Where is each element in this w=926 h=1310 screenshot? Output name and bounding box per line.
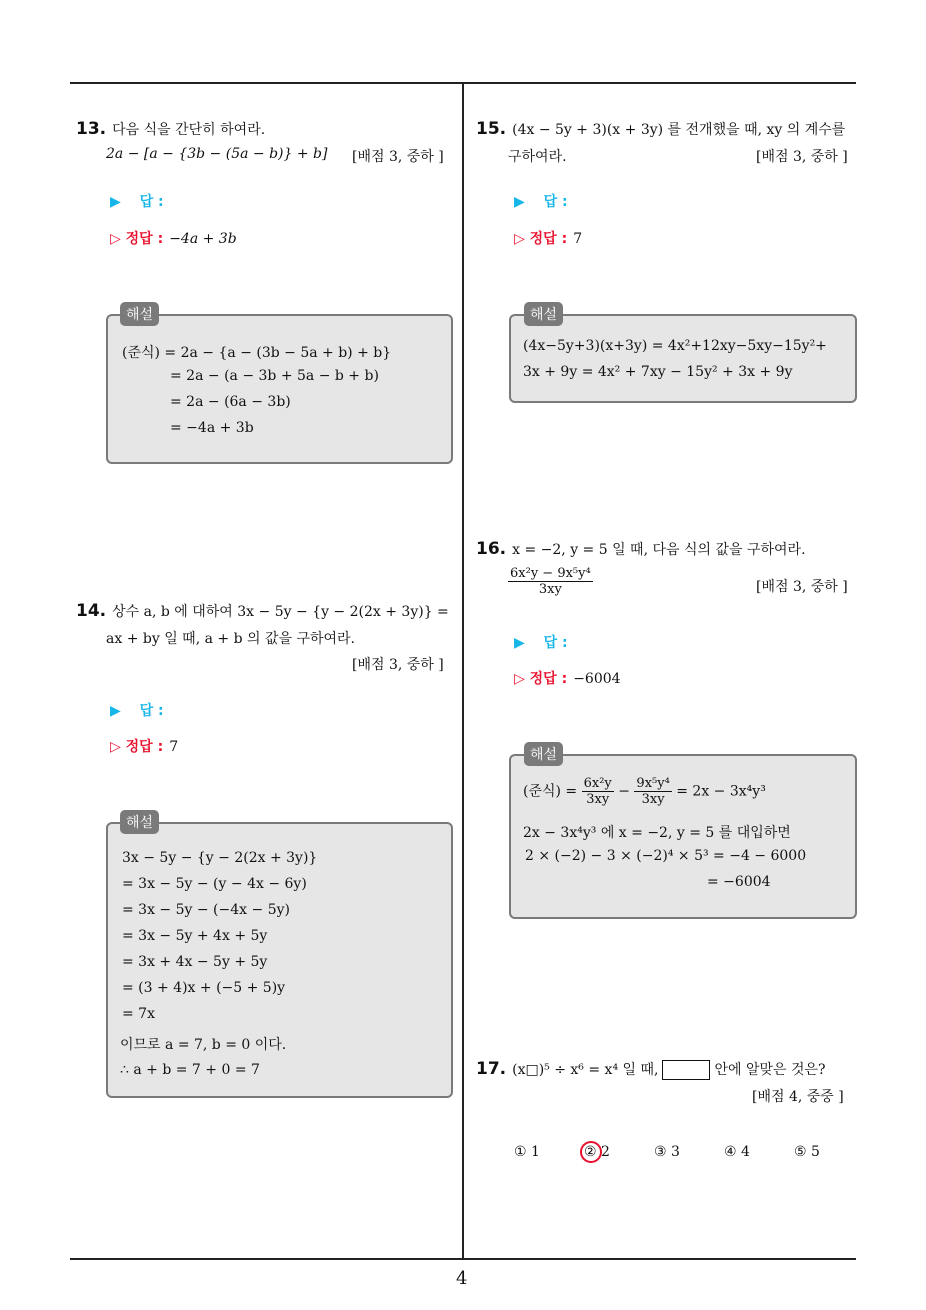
choice-4[interactable]: ④ 4 <box>724 1144 750 1160</box>
question-number: 13. <box>76 119 107 139</box>
answer-row <box>110 191 164 211</box>
answer-label: 답 : <box>543 194 568 210</box>
fraction-numerator: 6x²y − 9x⁵y⁴ <box>510 566 591 581</box>
selected-answer-mark-icon <box>580 1141 602 1163</box>
question-text: (4x − 5y + 3)(x + 3y) 를 전개했을 때, xy 의 계수를 <box>512 122 846 138</box>
correct-answer-row <box>110 228 237 248</box>
choice-3[interactable]: ③ 3 <box>654 1144 680 1160</box>
score-difficulty: [배점 4, 중중 ] <box>752 1089 844 1105</box>
question-text: 다음 식을 간단히 하여라. <box>112 122 266 138</box>
question-number: 16. <box>476 539 507 559</box>
choice-1[interactable]: ① 1 <box>514 1144 540 1160</box>
play-filled-icon: ▶ <box>110 703 121 719</box>
fraction-denominator: 3xy <box>538 582 562 597</box>
question-15 <box>476 116 845 143</box>
score-difficulty: [배점 3, 중하 ] <box>756 579 848 595</box>
question-13 <box>76 116 265 143</box>
solution-tab: 해설 <box>120 302 159 326</box>
question-text-end: 안에 알맞은 것은? <box>714 1062 826 1078</box>
solution-line: = (3 + 4)x + (−5 + 5)y <box>122 980 286 996</box>
solution-line: (4x−5y+3)(x+3y) = 4x²+12xy−5xy−15y²+ <box>523 338 827 354</box>
answer-label: 답 : <box>543 635 568 651</box>
score-difficulty: [배점 3, 중하 ] <box>756 149 848 165</box>
solution-box <box>509 754 857 919</box>
correct-answer-label: 정답 : <box>125 231 164 247</box>
play-outline-icon: ▷ <box>110 739 121 755</box>
correct-answer-row <box>514 228 582 248</box>
question-number: 15. <box>476 119 507 139</box>
play-outline-icon: ▷ <box>514 671 525 687</box>
solution-line-fraction: (준식) = $\frac{\text{6x²y}}{3xy}$ − $\frac{\text{9x⁵y⁴}}{3xy}$ = 2x − 3x⁴y³ <box>523 776 766 807</box>
solution-tab: 해설 <box>120 810 159 834</box>
correct-answer-value: −4a + 3b <box>169 231 237 247</box>
score-difficulty: [배점 3, 중하 ] <box>352 149 444 165</box>
answer-row <box>514 191 568 211</box>
correct-answer-value: 7 <box>573 231 583 247</box>
solution-line: 3x − 5y − {y − 2(2x + 3y)} <box>122 850 318 866</box>
solution-line: (준식) = 2a − {a − (3b − 5a + b) + b} <box>122 345 392 361</box>
answer-label: 답 : <box>139 703 164 719</box>
answer-row <box>110 700 164 720</box>
question-text: x = −2, y = 5 일 때, 다음 식의 값을 구하여라. <box>512 542 806 558</box>
question-text-continued: ax + by 일 때, a + b 의 값을 구하여라. <box>106 631 356 647</box>
solution-tab: 해설 <box>524 742 563 766</box>
solution-box <box>106 822 453 1098</box>
solution-line: = 7x <box>122 1006 155 1022</box>
question-16 <box>476 536 806 563</box>
correct-answer-value: 7 <box>169 739 179 755</box>
question-text: 상수 a, b 에 대하여 3x − 5y − {y − 2(2x + 3y)} = <box>112 604 449 620</box>
solution-box <box>509 314 857 403</box>
question-fraction <box>508 566 593 597</box>
choice-5[interactable]: ⑤ 5 <box>794 1144 820 1160</box>
question-number: 17. <box>476 1059 507 1079</box>
play-outline-icon: ▷ <box>110 231 121 247</box>
solution-line: ∴ a + b = 7 + 0 = 7 <box>120 1062 260 1078</box>
solution-line: = 3x + 4x − 5y + 5y <box>122 954 268 970</box>
solution-line: = −6004 <box>707 874 771 890</box>
solution-line: 3x + 9y = 4x² + 7xy − 15y² + 3x + 9y <box>523 364 793 380</box>
answer-label: 답 : <box>139 194 164 210</box>
correct-answer-label: 정답 : <box>125 739 164 755</box>
solution-line: 2 × (−2) − 3 × (−2)⁴ × 5³ = −4 − 6000 <box>525 848 807 864</box>
solution-line: = 2a − (a − 3b + 5a − b + b) <box>170 368 379 384</box>
center-divider <box>462 84 464 1258</box>
question-number: 14. <box>76 601 107 621</box>
play-filled-icon: ▶ <box>110 194 121 210</box>
question-expression: 2a − [a − {3b − (5a − b)} + b] <box>106 146 328 162</box>
solution-line: = 3x − 5y − (−4x − 5y) <box>122 902 290 918</box>
solution-line: = 3x − 5y − (y − 4x − 6y) <box>122 876 307 892</box>
correct-answer-row <box>514 668 621 688</box>
question-17 <box>476 1056 826 1083</box>
correct-answer-value: −6004 <box>573 671 621 687</box>
solution-line: = −4a + 3b <box>170 420 254 436</box>
question-14 <box>76 598 449 625</box>
correct-answer-label: 정답 : <box>529 231 568 247</box>
answer-row <box>514 632 568 652</box>
correct-answer-label: 정답 : <box>529 671 568 687</box>
solution-box <box>106 314 453 464</box>
bottom-rule <box>70 1258 856 1260</box>
solution-tab: 해설 <box>524 302 563 326</box>
score-difficulty: [배점 3, 중하 ] <box>352 657 444 673</box>
choice-2[interactable]: ② 2 <box>584 1144 610 1160</box>
page-number: 4 <box>456 1268 468 1289</box>
play-outline-icon: ▷ <box>514 231 525 247</box>
blank-box <box>662 1060 710 1080</box>
solution-line: 이므로 a = 7, b = 0 이다. <box>120 1037 287 1053</box>
solution-line: = 3x − 5y + 4x + 5y <box>122 928 268 944</box>
solution-line: 2x − 3x⁴y³ 에 x = −2, y = 5 를 대입하면 <box>523 825 791 841</box>
play-filled-icon: ▶ <box>514 635 525 651</box>
question-text-continued: 구하여라. <box>508 149 567 165</box>
play-filled-icon: ▶ <box>514 194 525 210</box>
question-text: (x□)⁵ ÷ x⁶ = x⁴ 일 때, <box>512 1062 659 1078</box>
solution-line: = 2a − (6a − 3b) <box>170 394 291 410</box>
correct-answer-row <box>110 736 178 756</box>
